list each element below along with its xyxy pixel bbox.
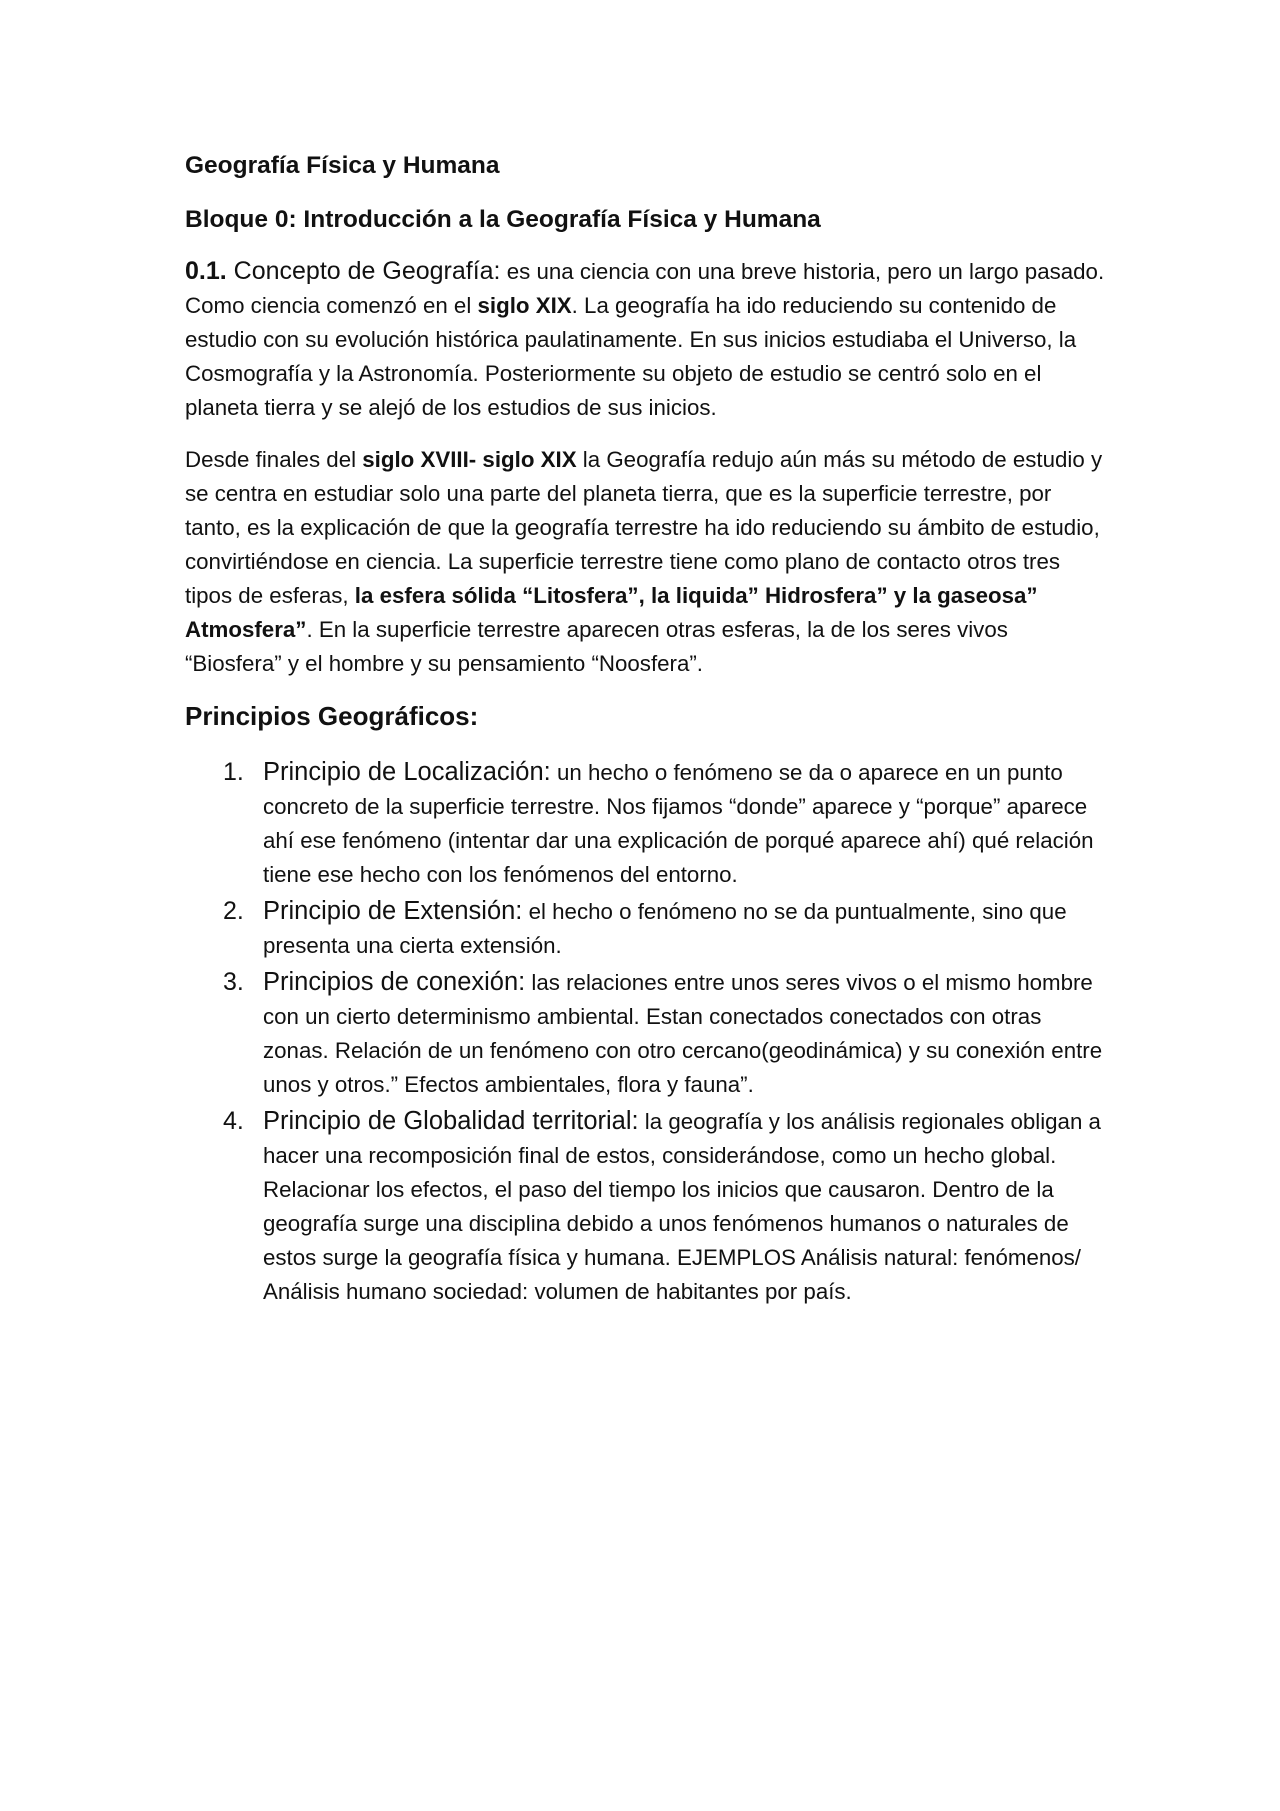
paragraph-text: la Geografía redujo aún más su método de estudio y se centra en estudiar solo una parte del planeta tierra, que es la superficie terrestre, por tanto, es la explicación de que la geografía terrestre ha ido reduciendo su ámbito de estudio, convirtiéndose en ciencia. La superficie terrestre tiene como plano de contacto otros tres tipos de esferas,	[185, 447, 1103, 608]
principle-term: Principio de Localización:	[263, 758, 551, 786]
document-subtitle: Bloque 0: Introducción a la Geografía Física y Humana	[185, 206, 821, 233]
principles-list	[185, 755, 1105, 1309]
list-number: 4.	[223, 1107, 244, 1135]
paragraph-bold-text: la esfera sólida “Litosfera”, la liquida” Hidrosfera” y la gaseosa” Atmosfera”	[185, 583, 1038, 642]
principle-term: Principio de Extensión:	[263, 897, 523, 925]
document-title: Geografía Física y Humana	[185, 152, 500, 179]
principle-text: las relaciones entre unos seres vivos o el mismo hombre con un cierto determinismo ambiental. Estan conectados conectados con otras zonas. Relación de un fenómeno con otro cercano(geodinámica) y su conexión entre unos y otros.” Efectos ambientales, flora y fauna”.	[263, 970, 1103, 1097]
paragraph-bold-text: siglo XVIII- siglo XIX	[362, 447, 577, 472]
principle-text: la geografía y los análisis regionales obligan a hacer una recomposición final de estos, considerándose, como un hecho global. Relacionar los efectos, el paso del tiempo los inicios que causaron. Dentro de la geografía surge una disciplina debido a unos fenómenos humanos o naturales de estos surge la geografía física y humana. EJEMPLOS Análisis natural: fenómenos/ Análisis humano sociedad: volumen de habitantes por país.	[263, 1109, 1101, 1304]
list-item	[223, 755, 1105, 892]
principle-text: un hecho o fenómeno se da o aparece en un punto concreto de la superficie terrestre. Nos fijamos “donde” aparece y “porque” aparece ahí ese fenómeno (intentar dar una explicación de porqué aparece ahí) qué relación tiene ese hecho con los fenómenos del entorno.	[263, 760, 1094, 887]
section-concept-paragraph	[185, 254, 1105, 425]
principle-text: el hecho o fenómeno no se da puntualmente, sino que presenta una cierta extensión.	[263, 899, 1067, 958]
paragraph-text: Desde finales del	[185, 447, 363, 472]
paragraph-text: . En la superficie terrestre aparecen otras esferas, la de los seres vivos “Biosfera” y el hombre y su pensamiento “Noosfera”.	[185, 617, 1008, 676]
list-number: 3.	[223, 968, 244, 996]
document-page	[185, 150, 1105, 1311]
paragraph-text: . La geografía ha ido reduciendo su contenido de estudio con su evolución histórica paulatinamente. En sus inicios estudiaba el Universo, la Cosmografía y la Astronomía. Posteriormente su objeto de estudio se centró solo en el planeta tierra y se alejó de los estudios de sus inicios.	[185, 293, 1077, 420]
principle-term: Principio de Globalidad territorial:	[263, 1107, 639, 1135]
principles-heading: Principios Geográficos:	[185, 701, 479, 731]
paragraph-text: es una ciencia con una breve historia, pero un largo pasado. Como ciencia comenzó en el	[185, 259, 1105, 318]
list-item	[223, 965, 1105, 1102]
section-number: 0.1.	[185, 257, 227, 285]
list-item	[223, 894, 1105, 963]
principle-term: Principios de conexión:	[263, 968, 526, 996]
list-item	[223, 1104, 1105, 1309]
spheres-paragraph	[185, 443, 1105, 681]
paragraph-bold-text: siglo XIX	[477, 293, 572, 318]
list-number: 2.	[223, 897, 244, 925]
list-number: 1.	[223, 758, 244, 786]
section-heading: Concepto de Geografía:	[226, 257, 501, 285]
